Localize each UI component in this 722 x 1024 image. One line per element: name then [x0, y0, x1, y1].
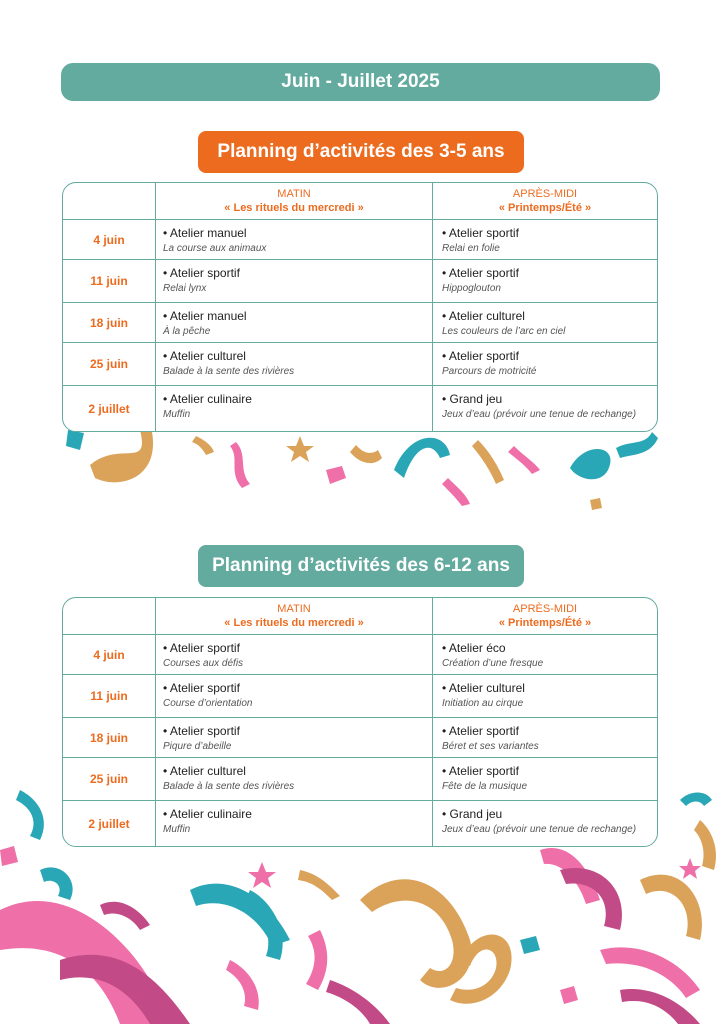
- activity-detail: Relai lynx: [163, 283, 207, 294]
- section-title-6-12: Planning d’activités des 6-12 ans: [198, 545, 524, 587]
- activity-detail: Hippoglouton: [442, 283, 501, 294]
- section-title-3-5: Planning d’activités des 3-5 ans: [198, 131, 524, 173]
- afternoon-activity: [433, 801, 657, 846]
- afternoon-activity: [433, 260, 657, 302]
- activity-title: • Atelier sportif: [163, 641, 240, 655]
- table-row: [63, 800, 657, 846]
- table-row: [63, 219, 657, 259]
- row-date: 2 juillet: [63, 801, 156, 846]
- activity-detail: Piqure d’abeille: [163, 741, 232, 752]
- activity-detail: Balade à la sente des rivières: [163, 366, 295, 377]
- morning-activity: [156, 343, 433, 385]
- activity-detail: À la pêche: [163, 326, 211, 337]
- header-apres-midi: [433, 598, 657, 634]
- row-date: 18 juin: [63, 718, 156, 757]
- afternoon-activity: [433, 386, 657, 431]
- activity-title: • Atelier sportif: [442, 266, 519, 280]
- activity-detail: Muffin: [163, 409, 191, 420]
- header-apres-label: APRÈS-MIDI: [512, 603, 578, 615]
- afternoon-activity: [433, 675, 657, 717]
- activity-title: • Atelier éco: [442, 641, 506, 655]
- activity-title: • Atelier culinaire: [163, 807, 252, 821]
- activity-detail: Jeux d’eau (prévoir une tenue de rechange): [442, 409, 637, 420]
- activity-detail: Courses aux défis: [163, 658, 244, 669]
- activity-detail: Les couleurs de l’arc en ciel: [442, 326, 566, 337]
- morning-activity: [156, 718, 433, 757]
- afternoon-activity: [433, 718, 657, 757]
- activity-title: • Atelier culturel: [442, 309, 525, 323]
- activity-detail: Initiation au cirque: [442, 698, 524, 709]
- table-row: [63, 342, 657, 385]
- activity-detail: Création d’une fresque: [442, 658, 544, 669]
- confetti-top-band: [66, 430, 658, 510]
- activity-title: • Atelier culinaire: [163, 392, 252, 406]
- row-date: 4 juin: [63, 635, 156, 674]
- morning-activity: [156, 635, 433, 674]
- table-row: [63, 674, 657, 717]
- schedule-table-3-5: [62, 182, 658, 432]
- activity-detail: Jeux d’eau (prévoir une tenue de rechange): [442, 824, 637, 835]
- morning-activity: [156, 220, 433, 259]
- activity-title: • Atelier sportif: [442, 764, 519, 778]
- activity-title: • Atelier sportif: [163, 724, 240, 738]
- morning-activity: [156, 758, 433, 800]
- afternoon-activity: [433, 343, 657, 385]
- schedule-table-6-12: [62, 597, 658, 847]
- morning-activity: [156, 801, 433, 846]
- header-matin: [156, 598, 433, 634]
- row-date: 2 juillet: [63, 386, 156, 431]
- header-matin-label: MATIN: [277, 188, 311, 200]
- table-row: [63, 757, 657, 800]
- activity-title: • Atelier culturel: [163, 764, 246, 778]
- table-row: [63, 385, 657, 431]
- activity-title: • Atelier sportif: [163, 266, 240, 280]
- activity-title: • Atelier sportif: [163, 681, 240, 695]
- afternoon-activity: [433, 303, 657, 342]
- afternoon-activity: [433, 635, 657, 674]
- afternoon-activity: [433, 220, 657, 259]
- activity-detail: Parcours de motricité: [442, 366, 537, 377]
- activity-detail: Béret et ses variantes: [442, 741, 539, 752]
- row-date: 25 juin: [63, 343, 156, 385]
- activity-title: • Atelier sportif: [442, 724, 519, 738]
- header-empty-cell: [63, 183, 156, 219]
- period-banner: Juin - Juillet 2025: [61, 63, 660, 101]
- header-matin-label: MATIN: [277, 603, 311, 615]
- header-apres-theme: « Printemps/Été »: [498, 617, 592, 629]
- activity-title: • Atelier sportif: [442, 226, 519, 240]
- activity-detail: La course aux animaux: [163, 243, 267, 254]
- afternoon-activity: [433, 758, 657, 800]
- activity-title: • Atelier sportif: [442, 349, 519, 363]
- row-date: 25 juin: [63, 758, 156, 800]
- header-apres-midi: [433, 183, 657, 219]
- morning-activity: [156, 386, 433, 431]
- header-matin-theme: « Les rituels du mercredi »: [224, 202, 364, 214]
- table-row: [63, 634, 657, 674]
- activity-title: • Atelier manuel: [163, 226, 247, 240]
- row-date: 11 juin: [63, 260, 156, 302]
- row-date: 4 juin: [63, 220, 156, 259]
- activity-detail: Muffin: [163, 824, 191, 835]
- row-date: 18 juin: [63, 303, 156, 342]
- header-empty-cell: [63, 598, 156, 634]
- activity-detail: Course d’orientation: [163, 698, 253, 709]
- table-row: [63, 717, 657, 757]
- table-row: [63, 259, 657, 302]
- activity-title: • Atelier culturel: [442, 681, 525, 695]
- table-header-row: [63, 598, 657, 634]
- activity-detail: Balade à la sente des rivières: [163, 781, 295, 792]
- morning-activity: [156, 303, 433, 342]
- header-matin: [156, 183, 433, 219]
- activity-detail: Fête de la musique: [442, 781, 528, 792]
- header-matin-theme: « Les rituels du mercredi »: [224, 617, 364, 629]
- activity-detail: Relai en folie: [442, 243, 500, 254]
- activity-title: • Atelier culturel: [163, 349, 246, 363]
- table-row: [63, 302, 657, 342]
- header-apres-label: APRÈS-MIDI: [512, 188, 578, 200]
- morning-activity: [156, 260, 433, 302]
- header-apres-theme: « Printemps/Été »: [498, 202, 592, 214]
- table-header-row: [63, 183, 657, 219]
- morning-activity: [156, 675, 433, 717]
- activity-title: • Grand jeu: [442, 392, 503, 406]
- row-date: 11 juin: [63, 675, 156, 717]
- activity-title: • Atelier manuel: [163, 309, 247, 323]
- activity-title: • Grand jeu: [442, 807, 503, 821]
